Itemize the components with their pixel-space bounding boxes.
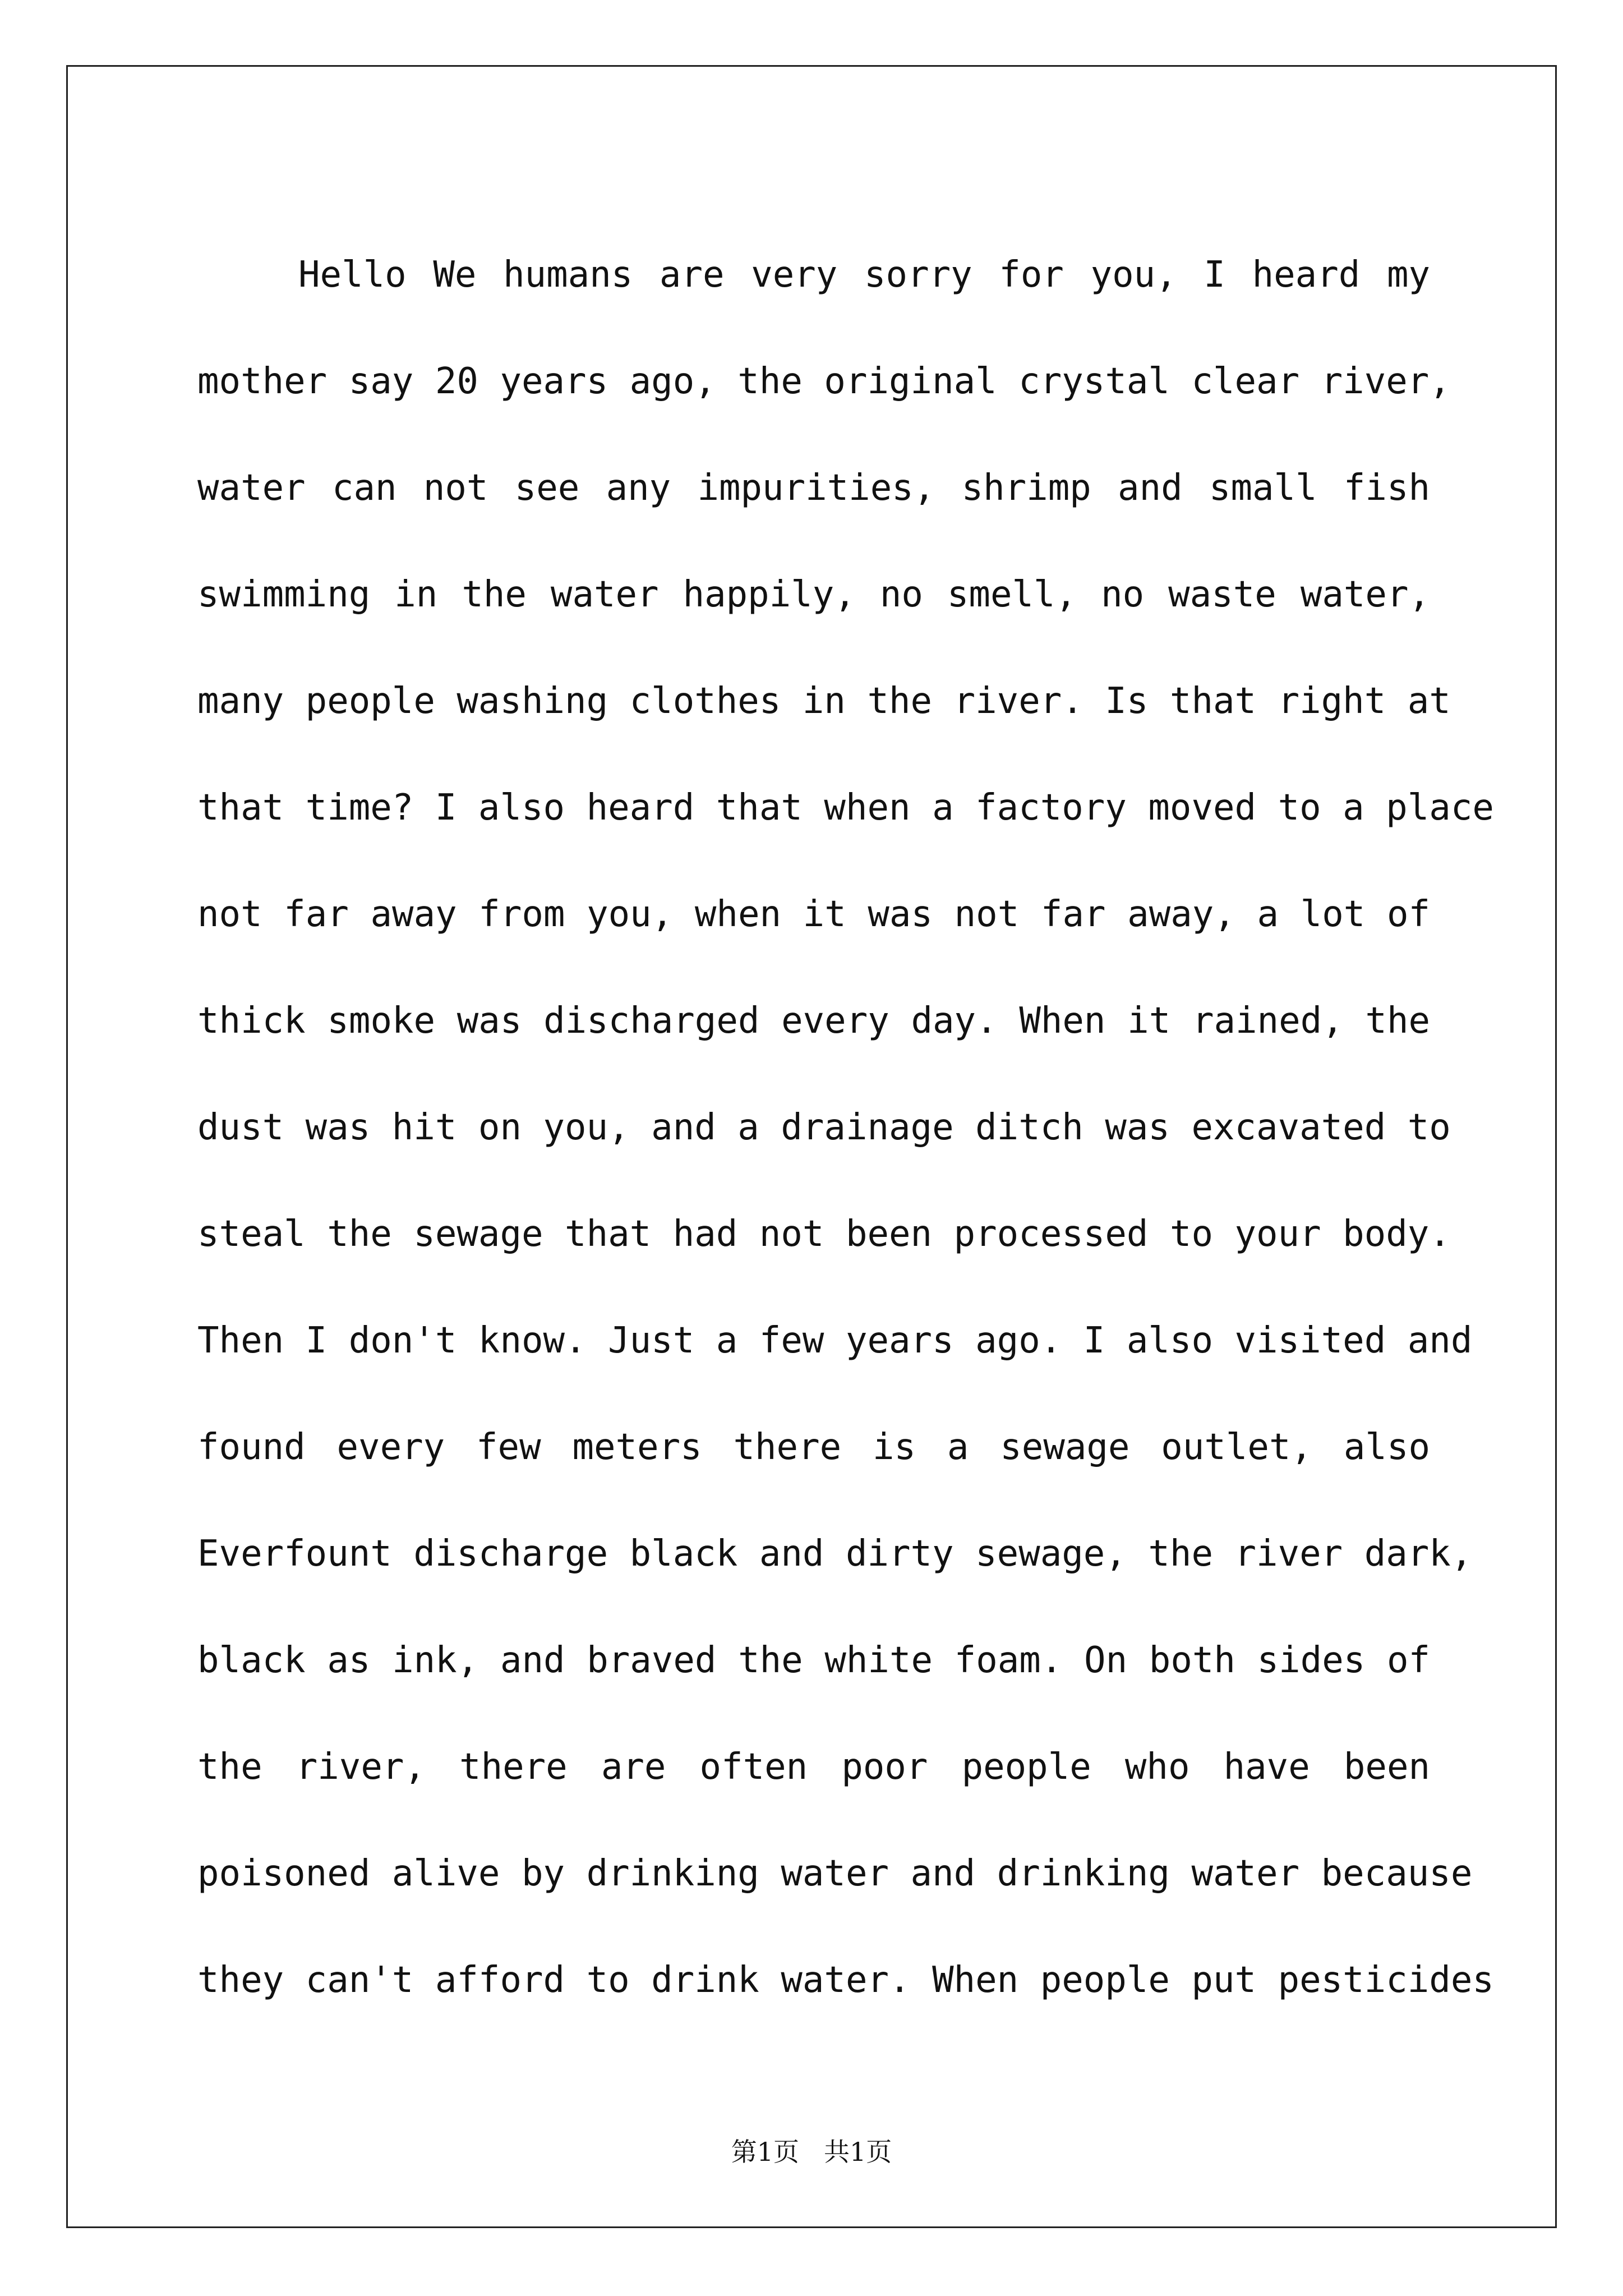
text-line: steal the sewage that had not been processed to your body. [197, 1213, 1451, 1255]
text-line: Everfount discharge black and dirty sewage, the river dark, [197, 1533, 1473, 1575]
page-total: 共1页 [823, 2137, 892, 2167]
text-line: Hello We humans are very sorry for you, I heard my [298, 254, 1430, 296]
text-line: mother say 20 years ago, the original crystal clear river, [197, 361, 1451, 402]
text-line: swimming in the water happily, no smell, no waste water, [197, 574, 1430, 615]
text-line: poisoned alive by drinking water and drinking water because [197, 1853, 1473, 1894]
text-line: that time? I also heard that when a factory moved to a place [197, 787, 1494, 829]
page-footer [0, 2132, 1623, 2169]
text-line: the river, there are often poor people who have been [197, 1746, 1430, 1788]
text-line: black as ink, and braved the white foam. On both sides of [197, 1640, 1430, 1681]
text-line: Then I don't know. Just a few years ago. I also visited and [197, 1320, 1473, 1361]
text-line: dust was hit on you, and a drainage ditch was excavated to [197, 1107, 1451, 1148]
text-line: thick smoke was discharged every day. When it rained, the [197, 1000, 1430, 1042]
text-line: found every few meters there is a sewage outlet, also [197, 1427, 1430, 1468]
text-line: not far away from you, when it was not far away, a lot of [197, 894, 1430, 935]
page-number: 第1页 [731, 2137, 800, 2167]
text-line: they can't afford to drink water. When people put pesticides [197, 1959, 1494, 2001]
text-line: many people washing clothes in the river. Is that right at [197, 680, 1451, 722]
document-body [197, 222, 1494, 2033]
text-line: water can not see any impurities, shrimp and small fish [197, 467, 1430, 509]
